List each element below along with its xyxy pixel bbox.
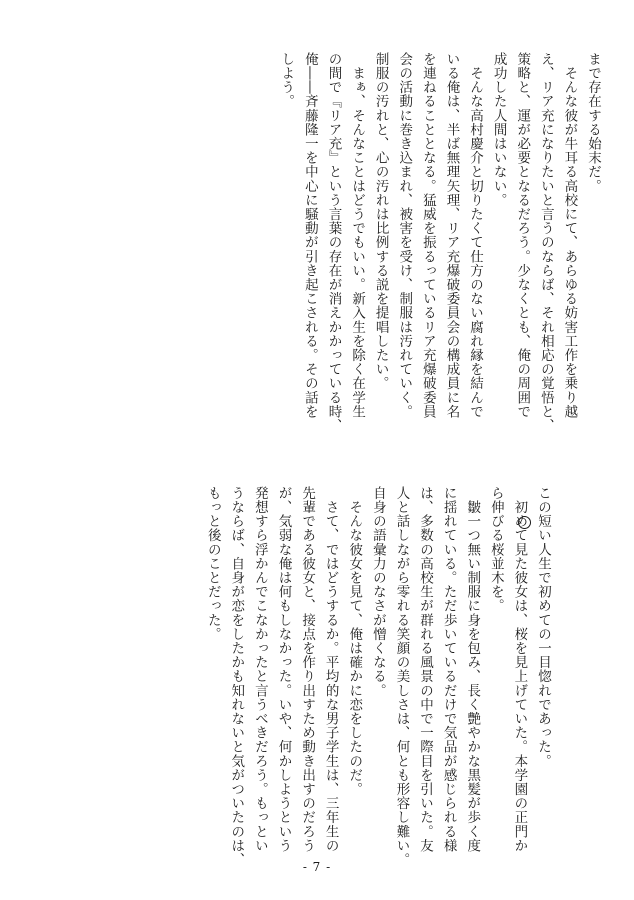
text-line: この短い人生で初めての一目惚れであった。 — [535, 486, 551, 768]
text-line: が、気弱な俺は何もしなかった。いや、何かしようという — [275, 486, 292, 853]
text-line: そんな彼女を見て、俺は確かに恋をしたのだ。 — [346, 486, 363, 797]
page-number: - 7 - — [302, 860, 332, 874]
text-line: 人と話しながら零れる笑顔の美しさは、何とも形容し難い。 — [393, 486, 410, 867]
text-line: いる俺は、半ば無理矢理、リア充爆破委員会の構成員に名 — [443, 52, 460, 419]
text-line: しよう。 — [278, 52, 295, 109]
text-line: ら伸びる桜並木を。 — [487, 486, 504, 613]
text-line: を連ねることとなる。猛威を振るっているリア充爆破委員 — [419, 52, 436, 419]
text-line: 策略と、運が必要となるだろう。少なくとも、俺の周囲で — [514, 52, 531, 419]
text-line: え、リア充になりたいと言うのならば、それ相応の覚悟と、 — [537, 52, 554, 433]
text-line: さて、ではどうするか。平均的な男子学生は、三年生の — [322, 486, 339, 853]
text-line: そんな彼が牛耳る高校にて、あらゆる妨害工作を乗り越 — [561, 52, 578, 419]
text-line: 初めて見た彼女は、桜を見上げていた。本学園の正門か — [511, 486, 528, 853]
text-line: 自身の語彙力のなさが憎くなる。 — [369, 486, 386, 698]
lower-text-block — [200, 486, 554, 867]
text-line: 発想すら浮かんでこなかったと言うべきだろう。もっとい — [251, 486, 268, 853]
text-line: 先輩である彼女と、接点を作り出すため動き出すのだろう — [299, 486, 316, 853]
text-line: は、多数の高校生が群れる風景の中で一際目を引いた。友 — [417, 486, 434, 853]
text-line: 会の活動に巻き込まれ、被害を受け、制服は汚れていく。 — [396, 52, 413, 419]
text-line: まで存在する始末だ。 — [585, 52, 601, 193]
text-line: に揺れている。ただ歩いているだけで気品が感じられる様 — [440, 486, 457, 853]
upper-text-block — [274, 52, 604, 433]
text-line: 制服の汚れと、心の汚れは比例する説を提唱したい。 — [372, 52, 389, 391]
text-line: の間で『リア充』という言葉の存在が消えかかっている時、 — [325, 52, 342, 433]
text-line: 俺――斉藤隆一を中心に騒動が引き起こされる。その話を — [301, 52, 318, 419]
text-line: 皺一つ無い制服に身を包み、長く艶やかな黒髪が歩く度 — [464, 486, 481, 853]
text-line: まぁ、そんなことはどうでもいい。新入生を除く在学生 — [349, 52, 366, 419]
text-line: もっと後のことだった。 — [204, 486, 221, 642]
text-line: そんな高村慶介と切りたくて仕方のない腐れ縁を結んで — [467, 52, 484, 419]
text-line: 成功した人間はいない。 — [490, 52, 507, 208]
text-line: うならば、自身が恋をしたかも知れないと気がついたのは、 — [228, 486, 245, 867]
